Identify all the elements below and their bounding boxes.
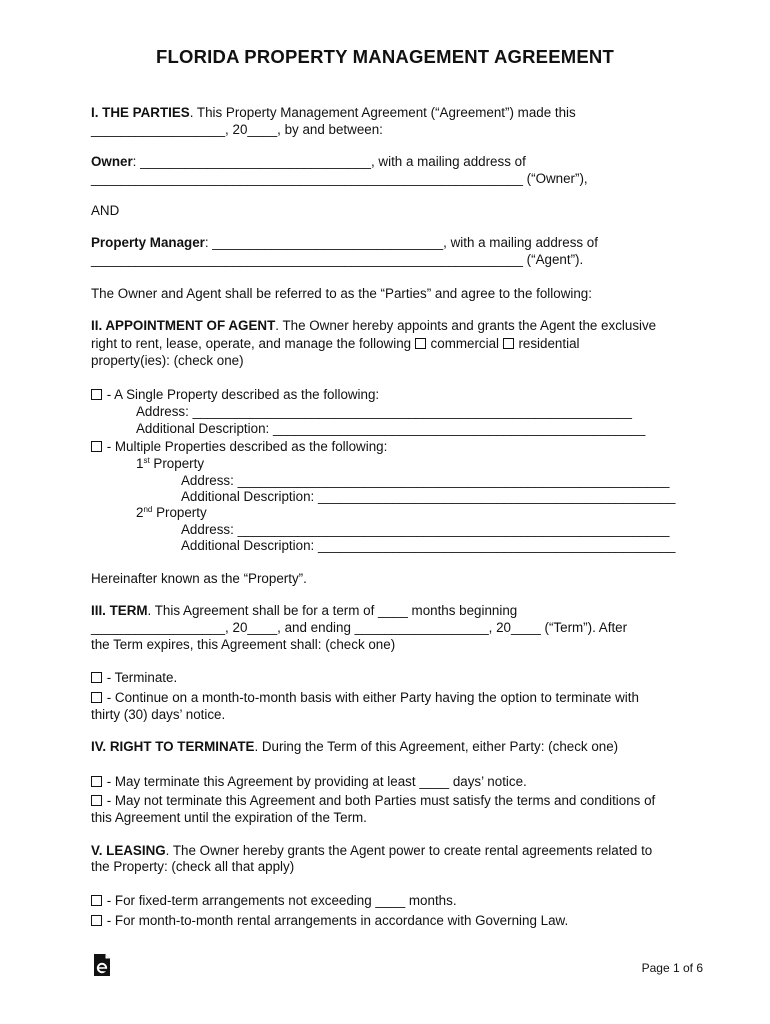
property1-label: Property [149, 456, 205, 471]
parties-line1 [91, 104, 576, 121]
leasing-heading: V. LEASING [91, 843, 166, 858]
page-number: Page 1 of 6 [641, 961, 703, 975]
property2-heading [136, 504, 207, 521]
single-property-checkbox[interactable] [91, 389, 102, 400]
property1-address: Address: __________________________________________________________ [181, 473, 670, 488]
term-option-continue-line2: thirty (30) days’ notice. [91, 707, 226, 722]
document-title: FLORIDA PROPERTY MANAGEMENT AGREEMENT [156, 46, 614, 67]
property1-heading [136, 455, 204, 472]
multiple-property-checkbox[interactable] [91, 441, 102, 452]
owner-line2: __________________________________________________________ (“Owner”), [91, 171, 588, 186]
property1-ordinal: st [143, 456, 150, 465]
may-not-terminate-option [91, 792, 655, 809]
property2-number: 2 [136, 505, 144, 520]
property2-label: Property [152, 505, 207, 520]
parties-text: . This Property Management Agreement (“Agreement”) made this [189, 105, 576, 120]
commercial-checkbox[interactable] [415, 338, 426, 349]
continue-label: - Continue on a month-to-month basis with either Party having the option to terminate with [103, 690, 639, 705]
manager-text: : _______________________________, with a mailing address of [204, 235, 598, 250]
property1-number: 1 [136, 456, 144, 471]
manager-label: Property Manager [91, 235, 205, 250]
residential-checkbox[interactable] [503, 338, 514, 349]
fixed-term-label: - For fixed-term arrangements not exceeding ____ months. [103, 893, 457, 908]
and-text: AND [91, 203, 120, 218]
single-address: Address: ___________________________________________________________ [136, 404, 632, 419]
leasing-line2: the Property: (check all that apply) [91, 859, 295, 874]
manager-line2: __________________________________________________________ (“Agent”). [91, 252, 584, 267]
multiple-property-option [91, 438, 387, 455]
property1-description: Additional Description: ________________________________________________ [181, 489, 676, 504]
month-to-month-checkbox[interactable] [91, 915, 102, 926]
fixed-term-option [91, 892, 457, 909]
appointment-line3: property(ies): (check one) [91, 353, 244, 368]
residential-label: residential [514, 336, 580, 351]
may-not-terminate-checkbox[interactable] [91, 795, 102, 806]
appointment-text-a: right to rent, lease, operate, and manage the following [91, 336, 415, 351]
owner-label: Owner [91, 154, 133, 169]
term-line2: __________________, 20____, and ending __________________, 20____ (“Term”). After [91, 620, 628, 635]
terminate-line1 [91, 738, 618, 755]
continue-checkbox[interactable] [91, 692, 102, 703]
term-heading: III. TERM [91, 603, 148, 618]
term-option-terminate [91, 669, 177, 686]
property2-description: Additional Description: ________________________________________________ [181, 538, 676, 553]
may-not-terminate-line2: this Agreement until the expiration of the Term. [91, 810, 367, 825]
leasing-line1 [91, 842, 652, 859]
month-to-month-option [91, 912, 568, 929]
owner-text: : _______________________________, with a mailing address of [132, 154, 526, 169]
fixed-term-checkbox[interactable] [91, 895, 102, 906]
terminate-checkbox[interactable] [91, 672, 102, 683]
appointment-heading: II. APPOINTMENT OF AGENT [91, 318, 276, 333]
appointment-text: . The Owner hereby appoints and grants the Agent the exclusive [275, 318, 657, 333]
property2-ordinal: nd [143, 505, 153, 514]
right-to-terminate-heading: IV. RIGHT TO TERMINATE [91, 739, 255, 754]
term-option-continue [91, 689, 639, 706]
owner-line1 [91, 153, 526, 170]
appointment-line1 [91, 317, 656, 334]
appointment-line2 [91, 335, 580, 352]
leasing-text: . The Owner hereby grants the Agent power to create rental agreements related to [165, 843, 653, 858]
single-property-label: - A Single Property described as the following: [103, 387, 380, 402]
parties-line2: __________________, 20____, by and between: [91, 122, 383, 137]
parties-sentence: The Owner and Agent shall be referred to as the “Parties” and agree to the following: [91, 286, 592, 301]
manager-line1 [91, 234, 598, 251]
single-description: Additional Description: __________________________________________________ [136, 421, 646, 436]
hereinafter-text: Hereinafter known as the “Property”. [91, 571, 307, 586]
term-text: . This Agreement shall be for a term of ____ months beginning [147, 603, 518, 618]
parties-heading: I. THE PARTIES [91, 105, 190, 120]
right-to-terminate-text: . During the Term of this Agreement, either Party: (check one) [254, 739, 619, 754]
multiple-property-label: - Multiple Properties described as the following: [103, 439, 388, 454]
term-line1 [91, 602, 517, 619]
month-to-month-label: - For month-to-month rental arrangements in accordance with Governing Law. [103, 913, 569, 928]
may-terminate-checkbox[interactable] [91, 776, 102, 787]
may-not-terminate-label: - May not terminate this Agreement and both Parties must satisfy the terms and conditions of [103, 793, 656, 808]
may-terminate-label: - May terminate this Agreement by providing at least ____ days’ notice. [103, 774, 527, 789]
eforms-logo-icon [93, 953, 111, 977]
single-property-option [91, 386, 379, 403]
property2-address: Address: __________________________________________________________ [181, 522, 670, 537]
commercial-label: commercial [426, 336, 503, 351]
terminate-label: - Terminate. [103, 670, 178, 685]
term-line3: the Term expires, this Agreement shall: (check one) [91, 637, 396, 652]
may-terminate-option [91, 773, 527, 790]
